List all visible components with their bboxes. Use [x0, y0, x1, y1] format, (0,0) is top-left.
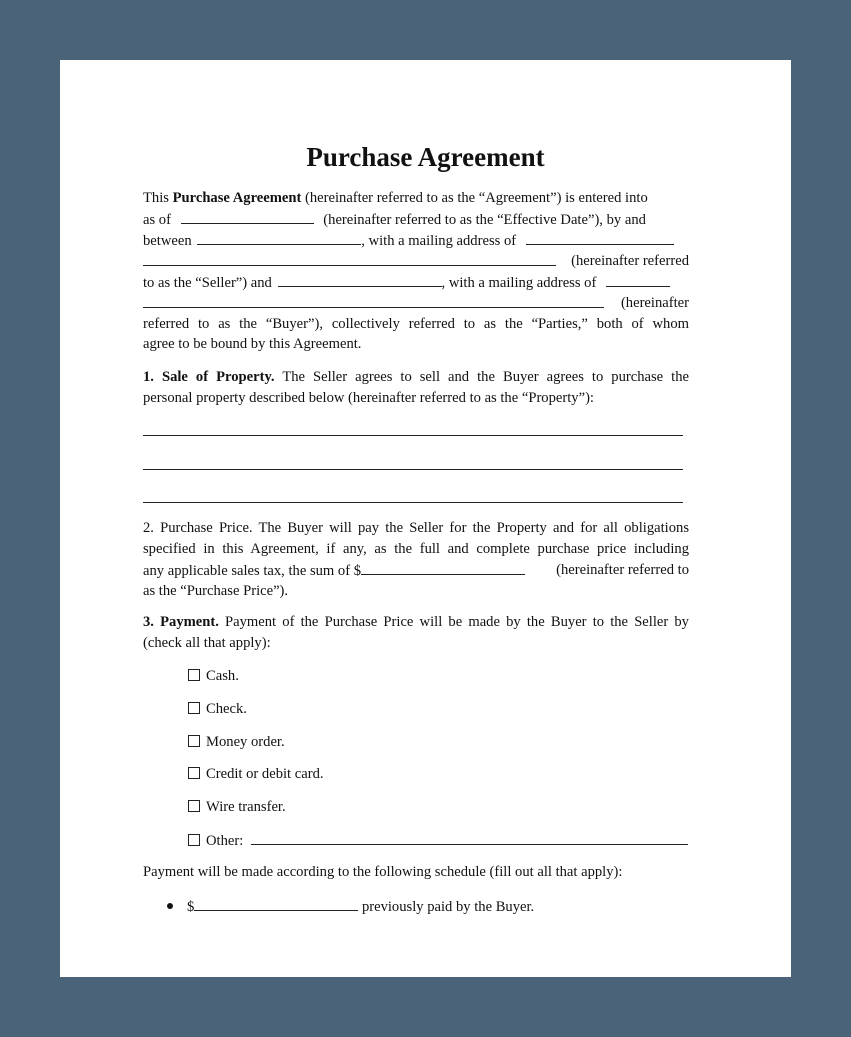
document-page [60, 60, 791, 977]
intro-line-5 [143, 272, 689, 294]
schedule-text: $ [187, 899, 195, 915]
intro-text: (hereinafter [620, 295, 689, 311]
option-label: Check. [206, 701, 247, 717]
intro-line-4 [143, 251, 689, 273]
intro-bold-term: Purchase Agreement [172, 190, 302, 206]
option-label: Credit or debit card. [206, 766, 324, 782]
buyer-name-field[interactable] [278, 272, 442, 287]
option-label: Other: [206, 833, 244, 849]
intro-text: , with a mailing address of [361, 233, 517, 249]
intro-line-6 [143, 293, 689, 315]
payment-option-check[interactable] [188, 699, 689, 719]
payment-option-card[interactable] [188, 764, 689, 784]
intro-text: (hereinafter referred to as the “Effective Date”), by and [323, 212, 646, 228]
option-label: Cash. [206, 668, 239, 684]
checkbox-icon[interactable] [188, 669, 200, 681]
intro-text: between [143, 233, 192, 249]
seller-name-field[interactable] [197, 230, 361, 245]
section-3-line-2: (check all that apply): [143, 635, 271, 651]
bullet-icon [167, 903, 173, 909]
intro-line-1 [143, 188, 689, 209]
seller-address-field-cont[interactable] [143, 251, 556, 266]
intro-text: to as the “Seller”) and [143, 275, 272, 291]
section-2-line-3 [143, 560, 689, 582]
intro-text: (hereinafter referred [571, 253, 689, 269]
checkbox-icon[interactable] [188, 735, 200, 747]
section-2-line-1: 2. Purchase Price. The Buyer will pay the Seller for the Property and for all obligations [143, 520, 689, 536]
section-3-line-1 [143, 612, 689, 633]
purchase-price-field[interactable] [361, 560, 525, 575]
payment-option-wire[interactable] [188, 797, 689, 817]
section-1-line-1 [143, 367, 689, 388]
schedule-intro: Payment will be made according to the following schedule (fill out all that apply): [143, 864, 623, 880]
buyer-address-field-cont[interactable] [143, 293, 604, 308]
checkbox-icon[interactable] [188, 702, 200, 714]
intro-text: as of [143, 212, 171, 228]
checkbox-icon[interactable] [188, 767, 200, 779]
property-description-line[interactable] [143, 502, 683, 503]
payment-option-other[interactable] [188, 830, 689, 850]
checkbox-icon[interactable] [188, 800, 200, 812]
property-description-line[interactable] [143, 435, 683, 436]
intro-text: (hereinafter referred to as the “Agreement”) is entered into [301, 190, 648, 206]
section-2-text: any applicable sales tax, the sum of $ [143, 563, 362, 579]
payment-option-cash[interactable] [188, 666, 689, 686]
section-1-text: The Seller agrees to sell and the Buyer agrees to purchase the [274, 369, 689, 385]
section-1-line-2: personal property described below (hereinafter referred to as the “Property”): [143, 390, 594, 406]
seller-address-field[interactable] [526, 230, 674, 245]
checkbox-icon[interactable] [188, 834, 200, 846]
section-3-heading: 3. Payment. [143, 614, 219, 630]
property-description-line[interactable] [143, 469, 683, 470]
other-payment-field[interactable] [251, 830, 688, 845]
buyer-address-field[interactable] [606, 272, 670, 287]
document-title: Purchase Agreement [306, 142, 545, 172]
section-3-text: Payment of the Purchase Price will be made by the Buyer to the Seller by [218, 614, 689, 630]
intro-line-7: referred to as the “Buyer”), collectively referred to as the “Parties,” both of whom [143, 316, 689, 332]
payment-option-money-order[interactable] [188, 732, 689, 752]
schedule-text: previously paid by the Buyer. [358, 899, 535, 915]
section-2-line-2: specified in this Agreement, if any, as the full and complete purchase price including [143, 541, 689, 557]
schedule-item [167, 896, 689, 918]
intro-line-3 [143, 230, 689, 252]
section-2-line-4: as the “Purchase Price”). [143, 583, 289, 599]
intro-line-2 [143, 209, 689, 231]
section-1-heading: 1. Sale of Property. [143, 369, 275, 385]
intro-line-8: agree to be bound by this Agreement. [143, 336, 362, 352]
intro-text: This [143, 190, 173, 206]
effective-date-field[interactable] [181, 209, 314, 224]
option-label: Money order. [206, 734, 285, 750]
intro-text: , with a mailing address of [441, 275, 597, 291]
option-label: Wire transfer. [206, 799, 286, 815]
previously-paid-amount-field[interactable] [194, 896, 358, 911]
section-2-text: (hereinafter referred to [556, 562, 689, 578]
